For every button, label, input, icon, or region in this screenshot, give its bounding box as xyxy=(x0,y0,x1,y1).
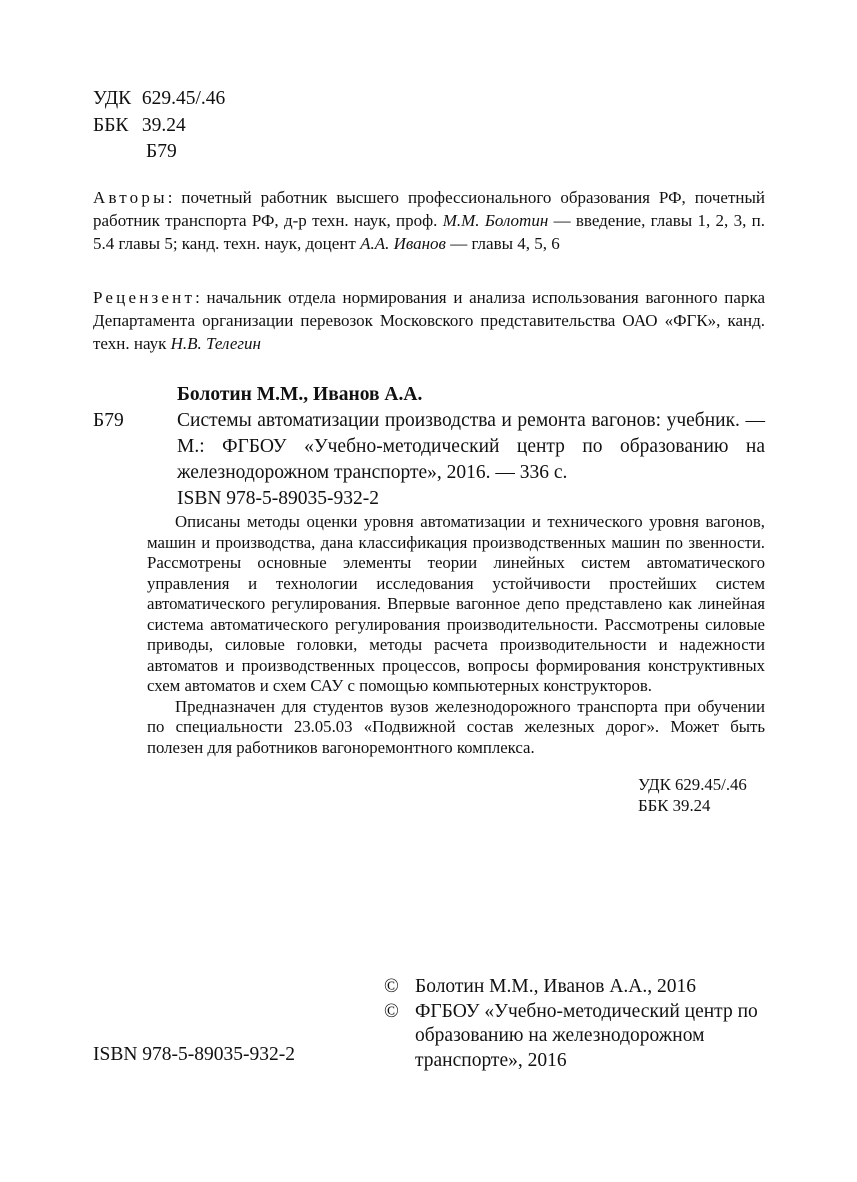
copyright-text: ФГБОУ «Учебно-методический центр по образованию на железнодорожном транспорте», 2016 xyxy=(415,1000,758,1071)
authors-text: : почетный работник высшего профессионального образования РФ, почетный работник транспорта РФ, д-р техн. наук, проф. xyxy=(93,188,765,231)
authors-paragraph xyxy=(93,186,765,256)
author-name: А.А. Иванов xyxy=(360,234,446,254)
copyright-icon: © xyxy=(384,976,399,997)
catalog-authors-heading: Болотин М.М., Иванов А.А. xyxy=(177,384,423,405)
authors-text: — главы 4, 5, 6 xyxy=(445,234,560,254)
classification-right xyxy=(638,775,747,816)
udk-label: УДК xyxy=(93,88,132,109)
catalog-isbn: ISBN 978-5-89035-932-2 xyxy=(177,488,380,509)
copyright-text: Болотин М.М., Иванов А.А., 2016 xyxy=(415,976,696,997)
reviewer-paragraph xyxy=(93,286,765,356)
reviewer-name: Н.В. Телегин xyxy=(170,334,261,354)
reviewer-text: : начальник отдела нормирования и анализа использования вагонного парка Департамента организации перевозок Московского представительства ОАО «ФГК», канд. техн. наук xyxy=(93,288,765,354)
bbk-line xyxy=(93,113,225,140)
copyright-icon: © xyxy=(384,1000,399,1022)
reviewer-label: Рецензент xyxy=(93,288,196,307)
footer-isbn: ISBN 978-5-89035-932-2 xyxy=(93,1044,296,1065)
udk-right: УДК 629.45/.46 xyxy=(638,775,747,794)
authors-text: — введение, главы 1, 2, 3, п. 5.4 главы 5; канд. техн. наук, доцент xyxy=(93,211,765,254)
classification-header xyxy=(93,86,225,166)
catalog-record xyxy=(93,382,765,512)
copyright-item xyxy=(384,975,760,1000)
annotation xyxy=(147,512,765,758)
catalog-mark: Б79 xyxy=(93,410,124,431)
annotation-paragraph: Описаны методы оценки уровня автоматизации и технического уровня вагонов, машин и производства, дана классификация производственных машин по звенности. Рассмотрены основные элементы теории линейных систем автоматического управления и технологии исследования устойчивости простейших систем автоматического регулирования. Впервые вагонное депо представлено как линейная система автоматического регулирования производительности. Рассмотрены силовые приводы, силовые головки, методы расчета производительности и надежности автоматов и производственных процессов, вопросы формирования конструктивных схем автоматов и схем САУ с помощью компьютерных конструкторов. xyxy=(147,512,765,695)
bbk-value: 39.24 xyxy=(141,114,186,136)
udk-line xyxy=(93,86,225,113)
bbk-right: ББК 39.24 xyxy=(638,795,711,815)
catalog-title: Системы автоматизации производства и ремонта вагонов: учебник. — М.: ФГБОУ «Учебно-методический центр по образованию на железнодорожном транспорте», 2016. — 336 с. xyxy=(177,410,765,483)
author-name: М.М. Болотин xyxy=(442,211,549,231)
author-mark: Б79 xyxy=(146,141,177,162)
copyright-block xyxy=(384,975,760,1073)
udk-value: 629.45/.46 xyxy=(141,88,226,109)
authors-label: Авторы xyxy=(93,188,168,207)
annotation-paragraph: Предназначен для студентов вузов железнодорожного транспорта при обучении по специальности 23.05.03 «Подвижной состав железных дорог». Может быть полезен для работников вагоноремонтного комплекса. xyxy=(147,696,765,757)
bbk-label: ББК xyxy=(93,114,129,136)
copyright-item xyxy=(384,1000,760,1074)
